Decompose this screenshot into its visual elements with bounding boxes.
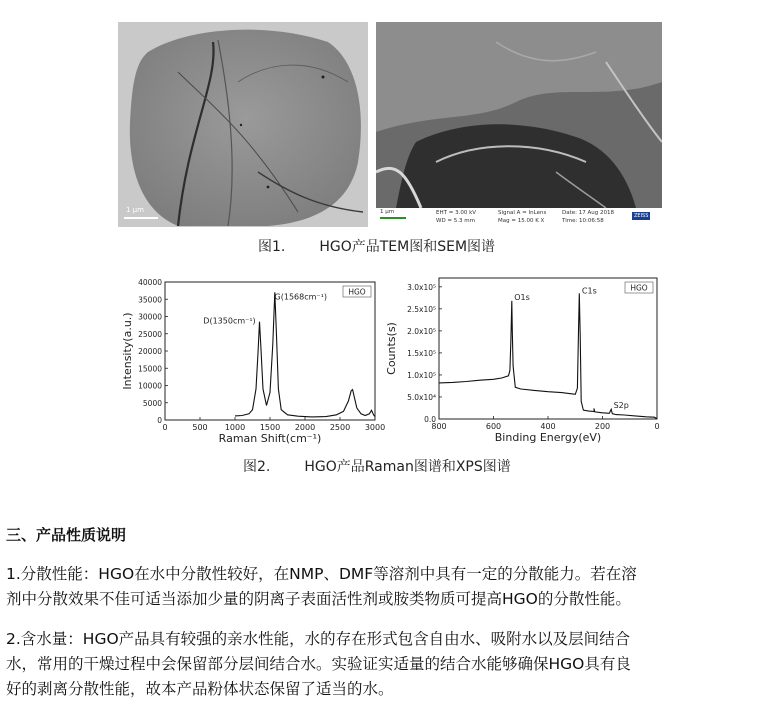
xps-peak-label: O1s [514, 293, 530, 303]
paragraph-water-content [6, 627, 766, 702]
paragraph-dispersion [6, 562, 766, 612]
figure1-caption-text: HGO产品TEM图和SEM图谱 [319, 239, 496, 255]
raman-y-tick-label: 40000 [138, 278, 162, 287]
xps-x-tick-label: 200 [594, 422, 611, 431]
xps-x-axis-label: Binding Energy(eV) [494, 431, 602, 444]
xps-y-axis-label: Counts(s) [385, 322, 398, 375]
sem-image-drawing [376, 22, 662, 208]
figure2-caption-number: 图2. [243, 459, 271, 475]
xps-plot-frame [439, 278, 657, 419]
xps-y-tick-label: 2.5x10⁵ [407, 304, 436, 314]
xps-y-tick-label: 5.0x10⁴ [407, 392, 436, 402]
tem-scale-label: 1 μm [126, 206, 144, 214]
tem-image [118, 22, 368, 227]
xps-legend-label: HGO [630, 283, 648, 293]
xps-y-tick-label: 0.0 [424, 415, 436, 424]
raman-y-tick-label: 0 [157, 416, 162, 425]
xps-y-tick-label: 1.0x10⁵ [407, 370, 436, 380]
xps-peak-label: S2p [613, 400, 629, 410]
figure2-caption-text: HGO产品Raman图谱和XPS图谱 [304, 459, 511, 475]
raman-x-tick-label: 0 [162, 423, 168, 432]
paragraph-dispersion-line-2: 剂中分散效果不佳可适当添加少量的阴离子表面活性剂或胺类物质可提高HGO的分散性能。 [6, 590, 631, 608]
figure2-caption [243, 456, 511, 476]
sem-scale-bar [380, 217, 406, 219]
paragraph-water-line-2: 水，常用的干燥过程中会保留部分层间结合水。实验证实适量的结合水能够确保HGO具有良 [6, 655, 631, 673]
sem-eht: EHT = 3.00 kV [436, 210, 477, 216]
raman-y-tick-label: 35000 [138, 295, 162, 305]
raman-peak-label: D(1350cm⁻¹) [203, 316, 256, 326]
raman-y-axis-label: Intensity(a.u.) [121, 312, 134, 390]
xps-peak-label: C1s [581, 286, 597, 296]
xps-x-tick-label: 0 [654, 422, 660, 431]
figure1-caption [258, 236, 495, 256]
raman-plot-frame [165, 282, 375, 420]
raman-y-tick-label: 25000 [138, 329, 162, 339]
raman-peak-label: G(1568cm⁻¹) [274, 292, 327, 302]
raman-chart [110, 270, 385, 448]
raman-x-axis-label: Raman Shift(cm⁻¹) [218, 432, 322, 445]
sem-info-bar [376, 208, 662, 227]
xps-series-line [439, 293, 657, 418]
sem-image [376, 22, 662, 227]
xps-x-tick-label: 800 [431, 422, 447, 431]
zeiss-logo: ZEISS [634, 213, 649, 219]
xps-chart [383, 270, 668, 448]
figure1-caption-number: 图1. [258, 239, 286, 255]
raman-x-tick-label: 1000 [224, 423, 246, 432]
raman-y-tick-label: 30000 [138, 312, 162, 322]
raman-x-tick-label: 2500 [329, 423, 351, 432]
sem-signal: Signal A = InLens [498, 210, 547, 216]
raman-series-line [235, 292, 375, 417]
raman-legend-label: HGO [348, 287, 366, 297]
raman-y-tick-label: 20000 [138, 347, 162, 356]
paragraph-water-line-3: 好的剥离分散性能，故本产品粉体状态保留了适当的水。 [6, 680, 394, 698]
raman-y-tick-label: 5000 [142, 398, 162, 408]
xps-y-tick-label: 1.5x10⁵ [407, 348, 436, 358]
xps-y-tick-label: 2.0x10⁵ [407, 326, 436, 336]
xps-x-tick-label: 400 [540, 422, 556, 431]
raman-y-tick-label: 15000 [138, 364, 162, 374]
section-title: 三、产品性质说明 [6, 526, 127, 544]
sem-date: Date: 17 Aug 2018 [562, 210, 614, 216]
sem-scale-label: 1 μm [380, 209, 395, 215]
paragraph-water-line-1: 2.含水量：HGO产品具有较强的亲水性能，水的存在形式包含自由水、吸附水以及层间结合 [6, 630, 631, 648]
raman-x-tick-label: 1500 [259, 423, 281, 432]
raman-y-tick-label: 10000 [138, 381, 162, 391]
sem-wd: WD = 5.3 mm [436, 218, 475, 224]
tem-image-drawing [118, 22, 368, 227]
sem-mag: Mag = 15.00 K X [498, 218, 545, 224]
sem-time: Time: 10:06:58 [562, 218, 604, 224]
raman-x-tick-label: 2000 [294, 423, 316, 432]
raman-x-tick-label: 3000 [364, 423, 385, 432]
xps-x-tick-label: 600 [485, 422, 502, 431]
paragraph-dispersion-line-1: 1.分散性能：HGO在水中分散性较好，在NMP、DMF等溶剂中具有一定的分散能力。若在溶 [6, 565, 637, 583]
raman-x-tick-label: 500 [192, 423, 208, 432]
xps-y-tick-label: 3.0x10⁵ [407, 282, 436, 292]
